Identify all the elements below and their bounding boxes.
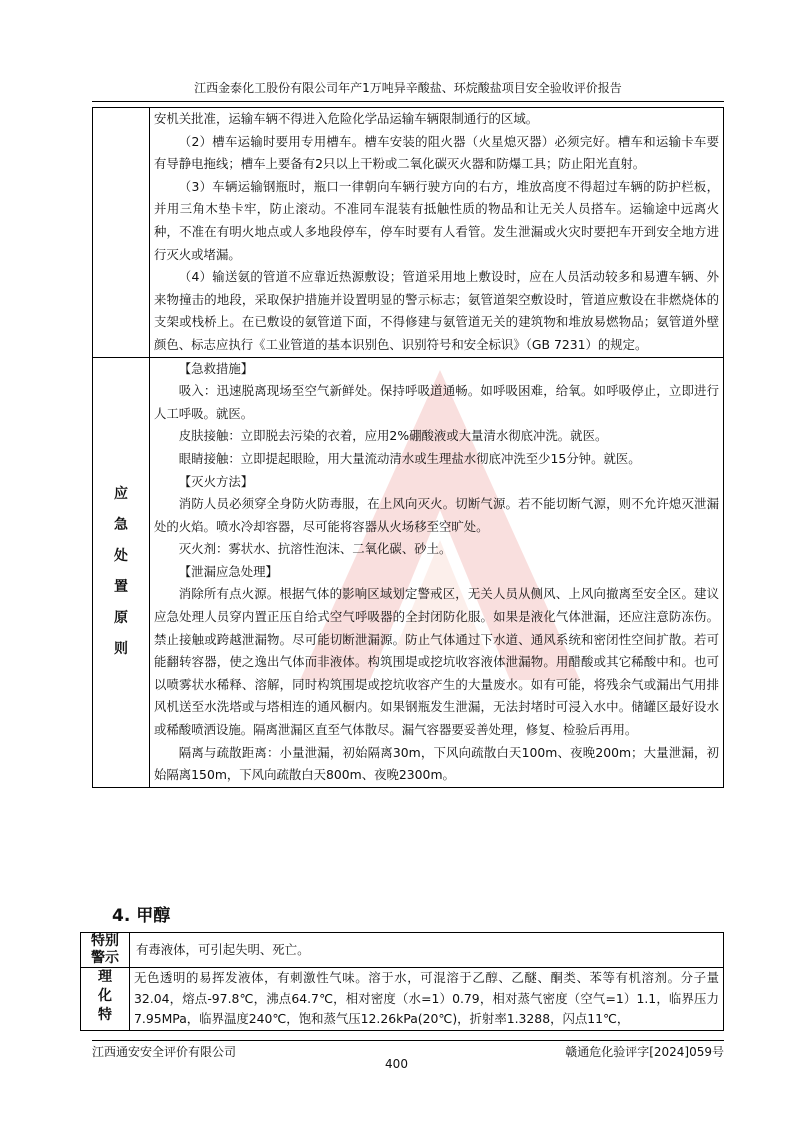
page-header-title: 江西金泰化工股份有限公司年产1万吨异辛酸盐、环烷酸盐项目安全验收评价报告 [194, 81, 622, 95]
label-char: 理 [98, 969, 112, 985]
emergency-row [93, 357, 724, 787]
isolation-distance-text: 隔离与疏散距离：小量泄漏，初始隔离30m，下风向疏散白天100m、夜晚200m；大量泄漏，初始隔离150m，下风向疏散白天800m、夜晚2300m。 [154, 744, 719, 783]
extinguishing-agents-text: 灭火剂：雾状水、抗溶性泡沫、二氧化碳、砂土。 [178, 541, 452, 557]
methanol-table [80, 932, 724, 1031]
label-char: 处 [114, 548, 128, 565]
label-char: 置 [114, 579, 128, 596]
label-char: 应 [114, 486, 128, 503]
label-line: 特别 [91, 933, 119, 949]
special-warning-text: 有毒液体，可引起失明、死亡。 [130, 933, 724, 968]
section-title-methanol: 4. 甲醇 [112, 906, 171, 926]
firefighting-text: 消防人员必须穿全身防火防毒服，在上风向灭火。切断气源。若不能切断气源，则不允许熄灭泄漏处的火焰。喷水冷却容器，尽可能将容器从火场移至空旷处。 [154, 496, 719, 534]
label-char: 则 [114, 641, 128, 658]
warning-row [81, 933, 724, 968]
leak-response-text: 消除所有点火源。根据气体的影响区域划定警戒区，无关人员从侧风、上风向撤离至安全区。建议应急处理人员穿内置正压自给式空气呼吸器的全封闭防化服。如果是液化气体泄漏，还应注意防冻伤。禁止接触或跨越泄漏物。尽可能切断泄漏源。防止气体通过下水道、通风系统和密闭性空间扩散。若可能翻转容器，使之逸出气体而非液体。构筑围堤或挖坑收容液体泄漏物。用醋酸或其它稀酸中和。也可以喷雾状水稀释、溶解，同时构筑围堤或挖坑收容产生的大量废水。如有可能，将残余气或漏出气用排风机送至水洗塔或与塔相连的通风橱内。如果钢瓶发生泄漏，无法封堵时可浸入水中。储罐区最好设水或稀酸喷洒设施。隔离泄漏区直至气体散尽。漏气容器要妥善处理，修复、检验后再用。 [154, 586, 719, 738]
footer-document-number: 赣通危化验评字[2024]059号 [565, 1045, 724, 1059]
header-divider [92, 101, 724, 102]
footer-company: 江西通安安全评价有限公司 [92, 1045, 237, 1059]
physicochemical-label [81, 968, 130, 1031]
physicochemical-text: 无色透明的易挥发液体，有刺激性气味。溶于水，可混溶于乙醇、乙醚、酮类、苯等有机溶剂。分子量32.04，熔点-97.8℃，沸点64.7℃，相对密度（水=1）0.79，相对蒸气密度（空气=1）1.1，临界压力7.95MPa，临界温度240℃，饱和蒸气压12.26kPa(20℃)，折射率1.3288，闪点11℃， [130, 968, 724, 1031]
footer-divider [92, 1040, 724, 1041]
skin-contact-text: 皮肤接触：立即脱去污染的衣着，应用2%硼酸液或大量清水彻底冲洗。就医。 [178, 428, 608, 444]
paragraph: （4）输送氨的管道不应靠近热源敷设；管道采用地上敷设时，应在人员活动较多和易遭车辆、外来物撞击的地段，采取保护措施并设置明显的警示标志；氨管道架空敷设时，管道应敷设在非燃烧体的支架或栈桥上。在已敷设的氨管道下面，不得修建与氨管道无关的建筑物和堆放易燃物品；氨管道外壁颜色、标志应执行《工业管道的基本识别色、识别符号和安全标识》（GB 7231）的规定。 [154, 269, 719, 352]
paragraph: （2）槽车运输时要用专用槽车。槽车安装的阻火器（火星熄灭器）必须完好。槽车和运输卡车要有导静电拖线；槽车上要备有2只以上干粉或二氧化碳灭火器和防爆工具；防止阳光直射。 [154, 133, 719, 172]
leak-response-heading: 【泄漏应急处理】 [178, 563, 278, 579]
label-char: 化 [98, 988, 112, 1004]
label-line: 警示 [91, 950, 119, 966]
emergency-cell [150, 357, 724, 787]
eye-contact-text: 眼睛接触：立即提起眼睑，用大量流动清水或生理盐水彻底冲洗至少15分钟。就医。 [178, 450, 641, 466]
page-number: 400 [385, 1057, 408, 1071]
label-char: 原 [114, 610, 128, 627]
properties-row [81, 968, 724, 1031]
firefighting-heading: 【灭火方法】 [178, 473, 254, 489]
special-warning-label [81, 933, 130, 968]
paragraph: （3）车辆运输钢瓶时，瓶口一律朝向车辆行驶方向的右方，堆放高度不得超过车辆的防护栏板，并用三角木垫卡牢，防止滚动。不准同车混装有抵触性质的物品和让无关人员搭车。运输途中远离火种，不准在有明火地点或人多地段停车，停车时要有人看管。发生泄漏或火灾时要把车开到安全地方进行灭火或堵漏。 [154, 178, 719, 262]
label-char: 急 [114, 517, 128, 534]
first-aid-heading: 【急救措施】 [178, 360, 254, 376]
safety-measures-table [92, 107, 724, 788]
label-char: 特 [98, 1007, 112, 1023]
transport-row [93, 108, 724, 358]
paragraph: 安机关批准，运输车辆不得进入危险化学品运输车辆限制通行的区域。 [154, 111, 539, 126]
emergency-principles-label [93, 357, 150, 787]
row-label-empty [93, 108, 150, 358]
inhalation-text: 吸入：迅速脱离现场至空气新鲜处。保持呼吸道通畅。如呼吸困难，给氧。如呼吸停止，立即进行人工呼吸。就医。 [154, 383, 719, 421]
transport-cell [150, 108, 724, 358]
